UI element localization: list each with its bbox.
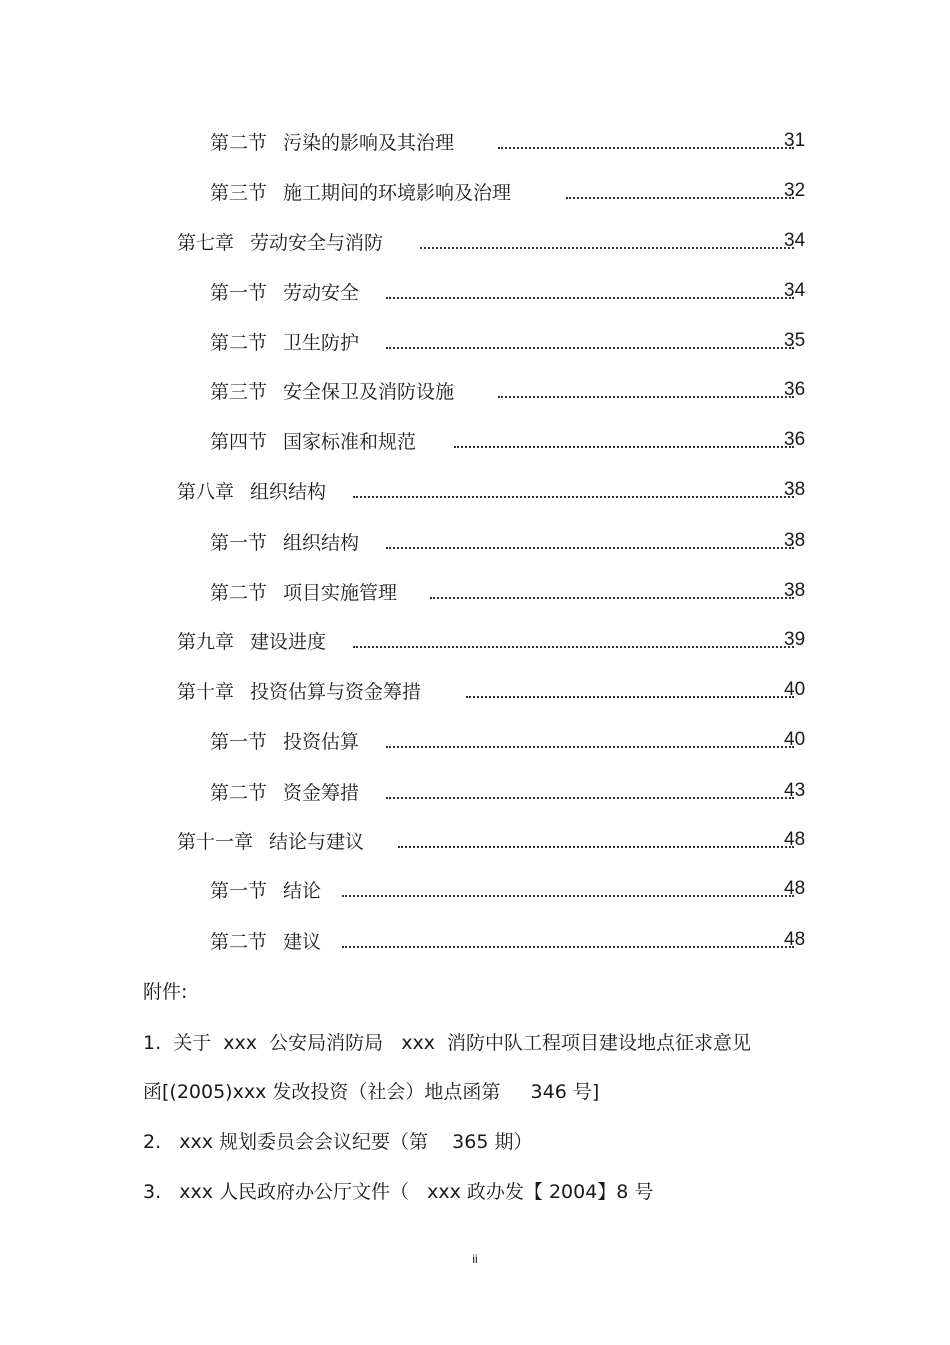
toc-title: 建设进度 [250,630,327,653]
toc-page: 31 [784,130,806,151]
toc-row[interactable] [210,526,810,556]
toc-leader [420,247,794,249]
toc-label: 第一节 [210,531,268,554]
toc-row[interactable] [210,276,810,306]
toc-label: 第一节 [210,730,268,753]
toc-label: 第四节 [210,430,268,453]
toc-row[interactable] [210,776,810,806]
toc-title: 组织结构 [250,480,327,503]
toc-page: 34 [784,280,806,301]
toc-page: 40 [784,679,806,700]
toc-leader [498,396,794,398]
toc-label: 第三节 [210,380,268,403]
toc-page: 48 [784,829,806,850]
attachment-item-1-line-2: 函[(2005)xxx 发改投资（社会）地点函第 346 号] [143,1081,600,1103]
toc-leader [386,547,794,549]
toc-leader [386,297,794,299]
attachment-item-2: 2. xxx 规划委员会会议纪要（第 365 期） [143,1131,533,1153]
toc-label: 第二节 [210,781,268,804]
toc-page: 38 [784,530,806,551]
toc-page: 35 [784,330,806,351]
toc-row[interactable] [177,475,810,505]
toc-row[interactable] [210,425,810,455]
toc-title: 投资估算 [283,730,360,753]
toc-title: 劳动安全与消防 [250,231,384,254]
toc-leader [342,946,794,948]
toc-row[interactable] [210,176,810,206]
toc-title: 项目实施管理 [283,581,398,604]
toc-label: 第二节 [210,131,268,154]
toc-page: 43 [784,780,806,801]
toc-row[interactable] [210,326,810,356]
toc-leader [342,895,794,897]
toc-label: 第二节 [210,331,268,354]
toc-leader [398,846,794,848]
toc-leader [454,446,794,448]
toc-label: 第七章 [177,231,235,254]
toc-label: 第十章 [177,680,235,703]
toc-title: 组织结构 [283,531,360,554]
toc-leader [386,797,794,799]
toc-leader [566,197,794,199]
toc-row[interactable] [177,675,810,705]
toc-page: 39 [784,629,806,650]
toc-page: 38 [784,580,806,601]
attachment-item-3: 3. xxx 人民政府办公厅文件（ xxx 政办发【 2004】8 号 [143,1181,654,1203]
toc-leader [386,347,794,349]
toc-row[interactable] [210,126,810,156]
toc-page: 48 [784,929,806,950]
toc-title: 建议 [283,930,322,953]
toc-title: 结论 [283,879,322,902]
toc-label: 第二节 [210,930,268,953]
toc-row[interactable] [210,725,810,755]
toc-title: 施工期间的环境影响及治理 [283,181,512,204]
toc-label: 第八章 [177,480,235,503]
toc-title: 国家标准和规范 [283,430,417,453]
toc-page: 32 [784,180,806,201]
toc-page: 36 [784,429,806,450]
toc-row[interactable] [210,874,810,904]
toc-leader [466,696,794,698]
toc-title: 资金筹措 [283,781,360,804]
toc-row[interactable] [210,576,810,606]
toc-page: 36 [784,379,806,400]
toc-page: 40 [784,729,806,750]
page-number: ii [472,1252,478,1266]
toc-label: 第三节 [210,181,268,204]
toc-row[interactable] [177,625,810,655]
toc-row[interactable] [210,925,810,955]
toc-title: 结论与建议 [269,830,365,853]
toc-label: 第一节 [210,281,268,304]
toc-label: 第二节 [210,581,268,604]
attachment-item-1-line-1: 1. 关于 xxx 公安局消防局 xxx 消防中队工程项目建设地点征求意见 [143,1032,752,1054]
toc-title: 安全保卫及消防设施 [283,380,455,403]
toc-title: 劳动安全 [283,281,360,304]
toc-row[interactable] [177,825,810,855]
toc-leader [353,646,794,648]
toc-page: 48 [784,878,806,899]
toc-leader [498,147,794,149]
toc-leader [430,597,794,599]
toc-leader [386,746,794,748]
toc-title: 投资估算与资金筹措 [250,680,422,703]
toc-label: 第十一章 [177,830,254,853]
toc-page: 38 [784,479,806,500]
toc-row[interactable] [177,226,810,256]
toc-leader [353,496,794,498]
toc-label: 第九章 [177,630,235,653]
toc-row[interactable] [210,375,810,405]
toc-title: 污染的影响及其治理 [283,131,455,154]
attachments-heading: 附件: [143,981,188,1003]
toc-label: 第一节 [210,879,268,902]
toc-page: 34 [784,230,806,251]
toc-title: 卫生防护 [283,331,360,354]
